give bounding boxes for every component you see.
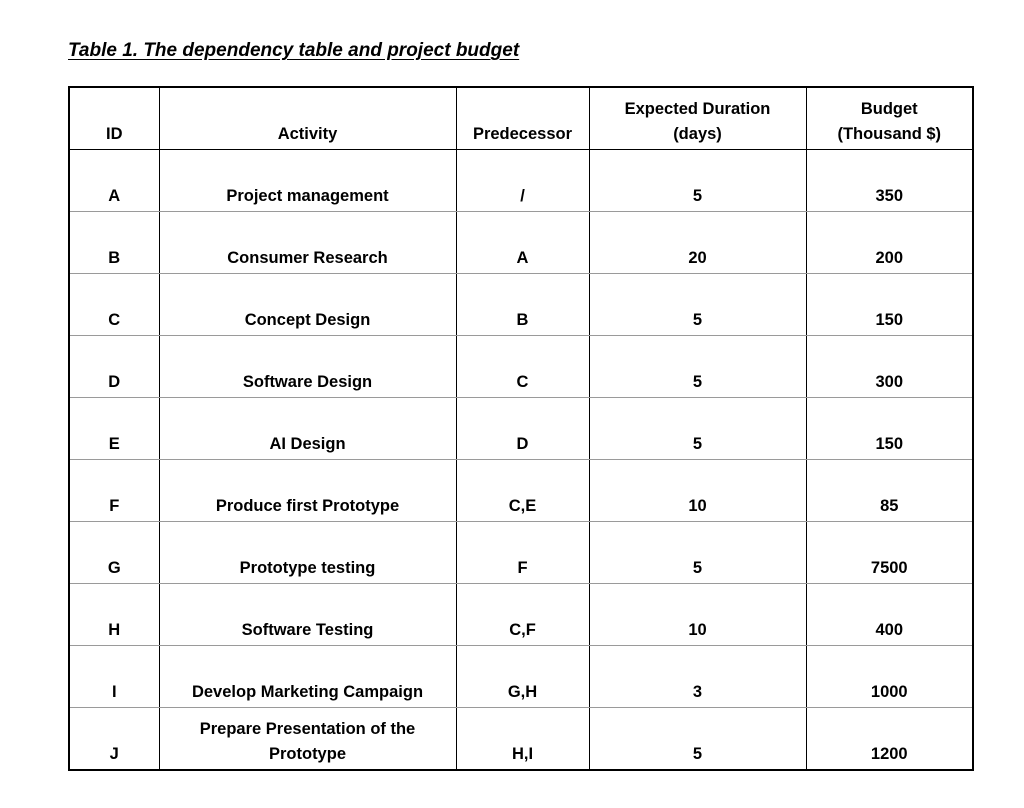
cell-predecessor: B — [456, 274, 589, 336]
cell-duration: 20 — [589, 212, 806, 274]
dependency-table — [68, 86, 974, 771]
cell-id: C — [69, 274, 159, 336]
cell-activity: Produce first Prototype — [159, 460, 456, 522]
cell-activity: AI Design — [159, 398, 456, 460]
header-budget-line2: (Thousand $) — [837, 125, 942, 143]
cell-duration: 5 — [589, 708, 806, 771]
cell-budget: 1200 — [806, 708, 973, 771]
cell-predecessor: C,E — [456, 460, 589, 522]
cell-id: G — [69, 522, 159, 584]
table-row — [69, 584, 973, 646]
cell-budget: 200 — [806, 212, 973, 274]
table-row — [69, 398, 973, 460]
table-caption: Table 1. The dependency table and project budget — [68, 40, 520, 61]
table-row — [69, 150, 973, 212]
header-row — [69, 87, 973, 150]
cell-predecessor: A — [456, 212, 589, 274]
cell-activity: Develop Marketing Campaign — [159, 646, 456, 708]
cell-budget: 350 — [806, 150, 973, 212]
cell-duration: 5 — [589, 522, 806, 584]
cell-budget: 85 — [806, 460, 973, 522]
cell-predecessor: G,H — [456, 646, 589, 708]
cell-duration: 5 — [589, 398, 806, 460]
cell-predecessor: D — [456, 398, 589, 460]
cell-budget: 150 — [806, 274, 973, 336]
cell-activity-line2: Prototype — [268, 745, 346, 763]
cell-budget: 150 — [806, 398, 973, 460]
cell-activity: Project management — [159, 150, 456, 212]
cell-activity: Prototype testing — [159, 522, 456, 584]
header-id: ID — [69, 87, 159, 150]
header-budget — [806, 87, 973, 150]
table-row — [69, 646, 973, 708]
cell-predecessor: / — [456, 150, 589, 212]
header-budget-line1: Budget — [860, 100, 918, 118]
table-row — [69, 212, 973, 274]
header-duration-line2: (days) — [673, 125, 722, 143]
cell-duration: 10 — [589, 460, 806, 522]
cell-id: D — [69, 336, 159, 398]
cell-budget: 1000 — [806, 646, 973, 708]
header-activity: Activity — [159, 87, 456, 150]
cell-id: B — [69, 212, 159, 274]
cell-activity — [159, 708, 456, 771]
cell-budget: 300 — [806, 336, 973, 398]
table-row — [69, 274, 973, 336]
cell-predecessor: H,I — [456, 708, 589, 771]
table-row — [69, 522, 973, 584]
cell-activity: Software Testing — [159, 584, 456, 646]
cell-predecessor: F — [456, 522, 589, 584]
table-row — [69, 460, 973, 522]
cell-id: I — [69, 646, 159, 708]
cell-id: H — [69, 584, 159, 646]
cell-duration: 5 — [589, 150, 806, 212]
cell-duration: 5 — [589, 274, 806, 336]
cell-activity: Concept Design — [159, 274, 456, 336]
header-duration-line1: Expected Duration — [624, 100, 771, 118]
header-predecessor: Predecessor — [456, 87, 589, 150]
cell-duration: 3 — [589, 646, 806, 708]
cell-duration: 5 — [589, 336, 806, 398]
table-row — [69, 708, 973, 771]
cell-predecessor: C — [456, 336, 589, 398]
cell-duration: 10 — [589, 584, 806, 646]
cell-budget: 7500 — [806, 522, 973, 584]
cell-activity-line1: Prepare Presentation of the — [199, 720, 416, 738]
cell-id: A — [69, 150, 159, 212]
cell-predecessor: C,F — [456, 584, 589, 646]
cell-id: F — [69, 460, 159, 522]
cell-activity: Software Design — [159, 336, 456, 398]
cell-activity: Consumer Research — [159, 212, 456, 274]
cell-id: E — [69, 398, 159, 460]
table-row — [69, 336, 973, 398]
header-expected-duration — [589, 87, 806, 150]
cell-budget: 400 — [806, 584, 973, 646]
cell-id: J — [69, 708, 159, 771]
